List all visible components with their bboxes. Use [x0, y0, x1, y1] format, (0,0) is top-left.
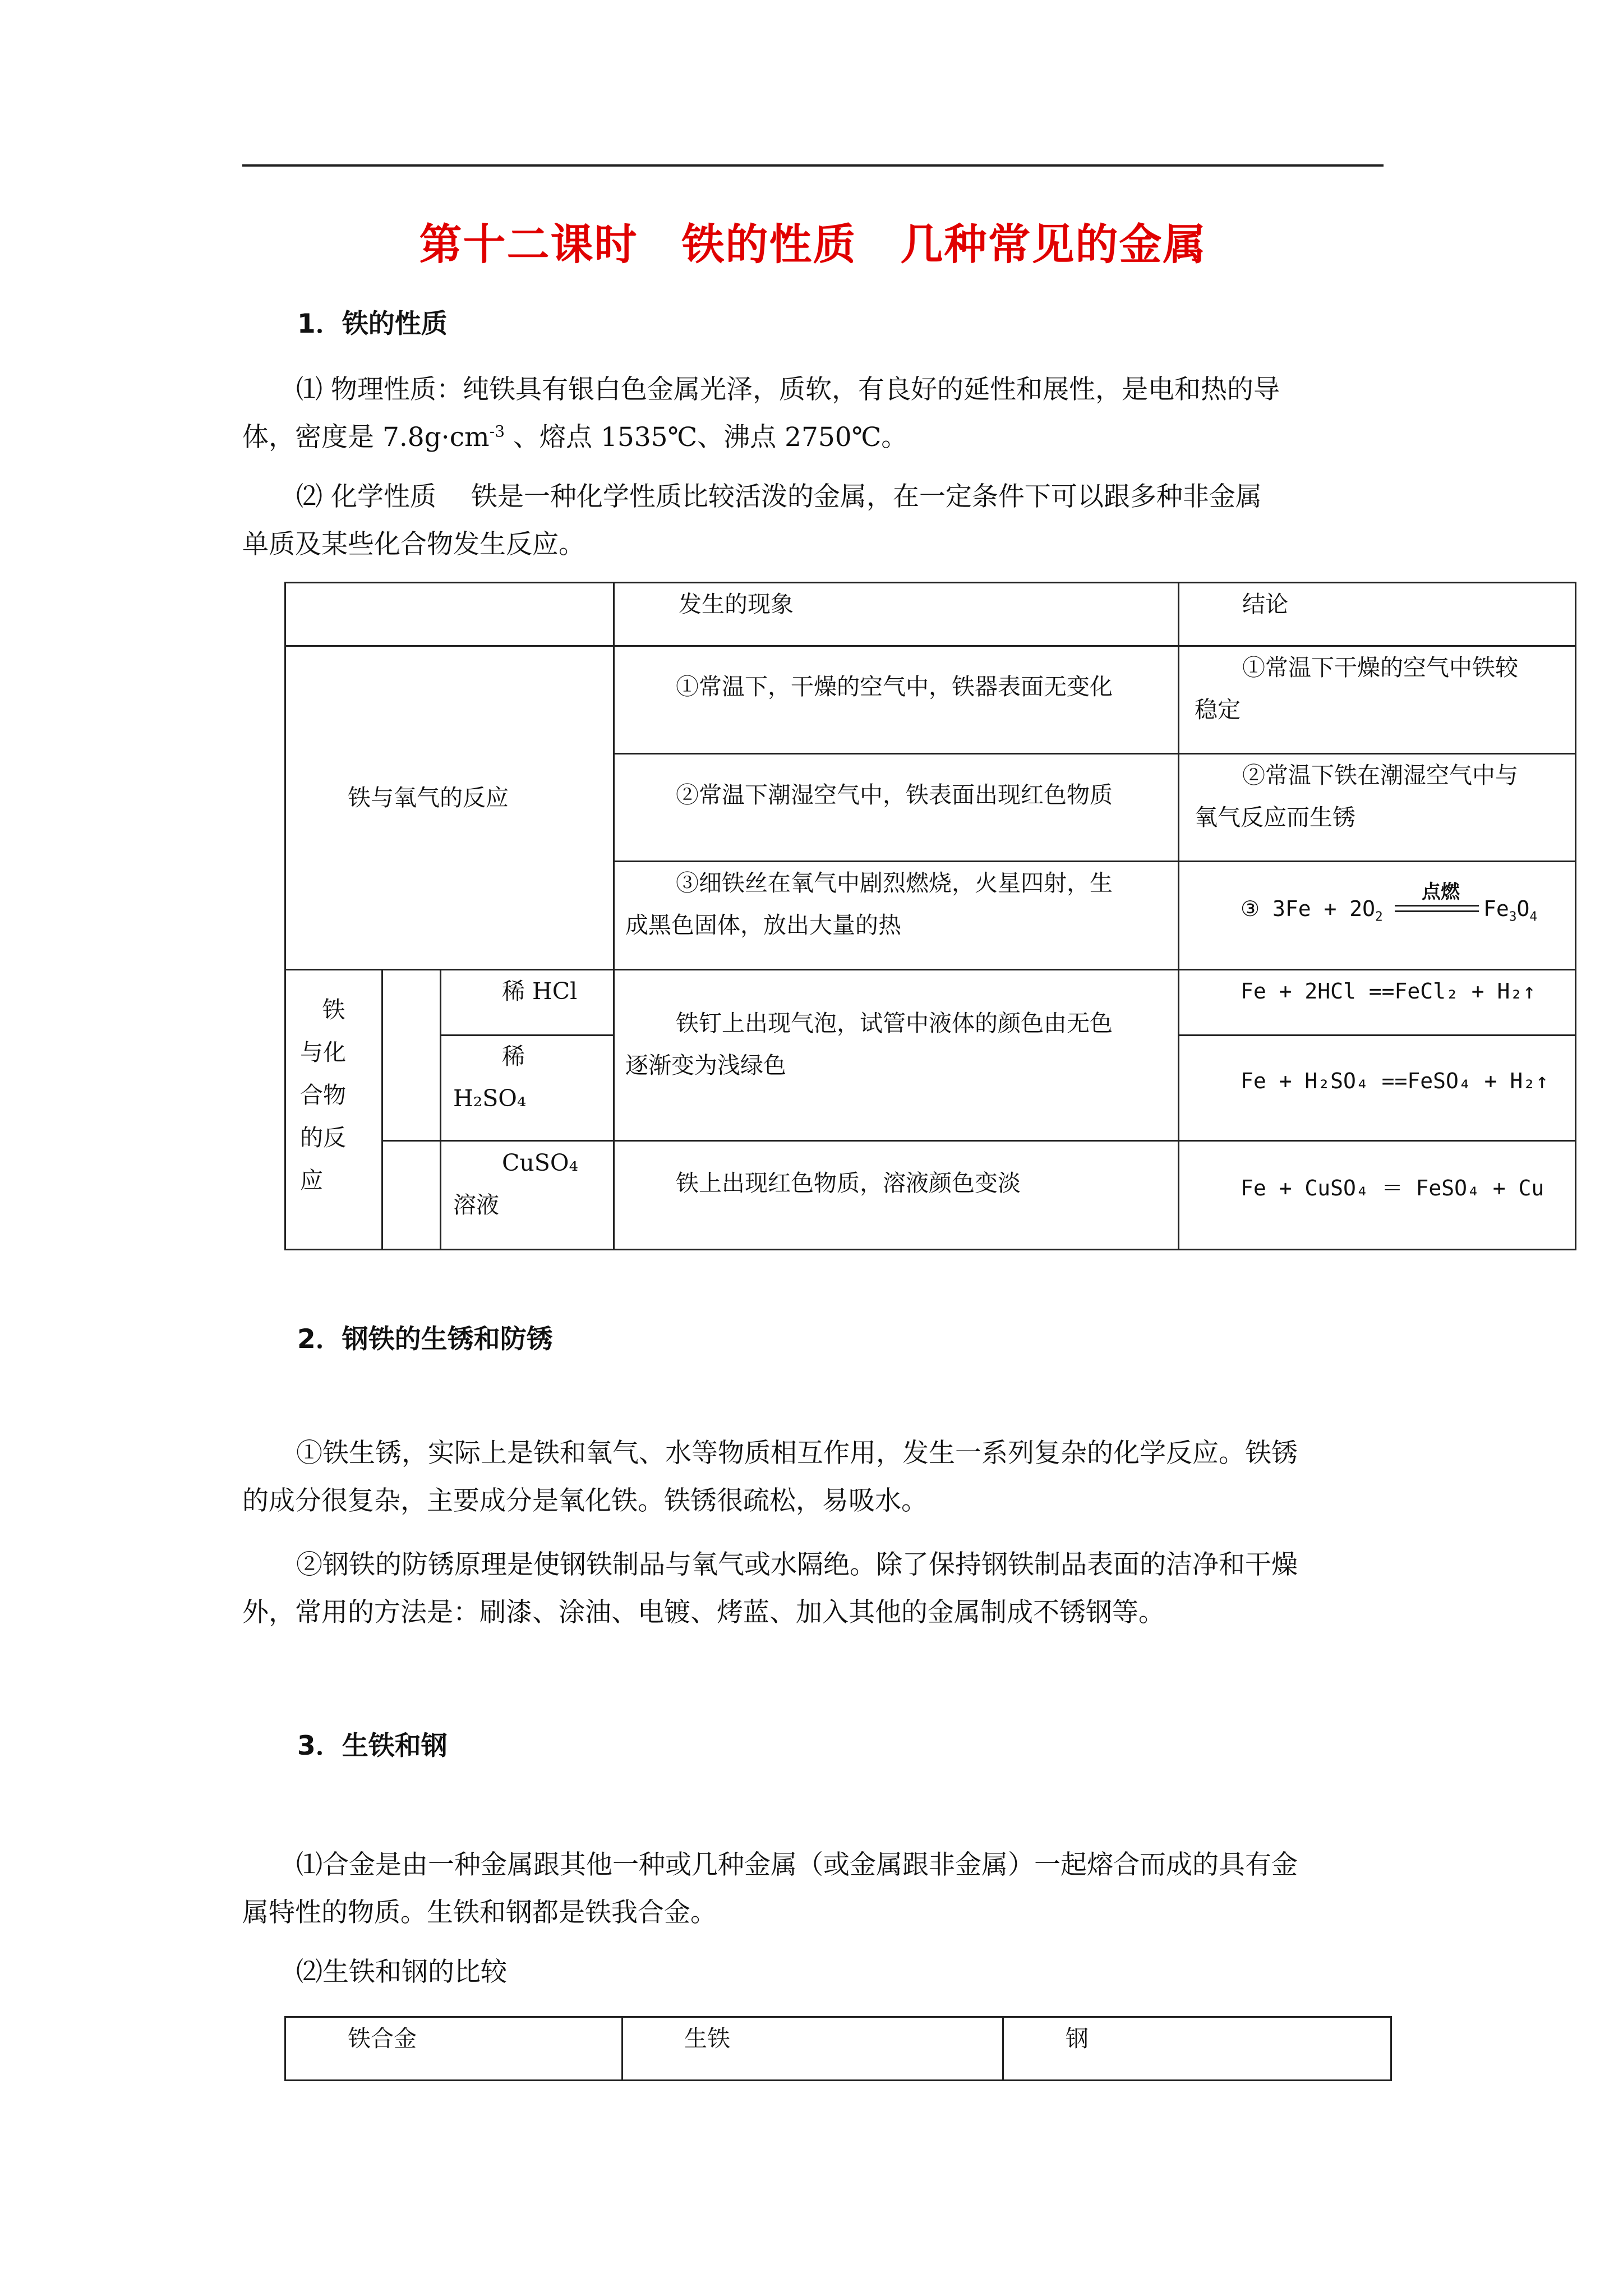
page-title: 第十二课时 铁的性质 几种常见的金属 — [419, 219, 1207, 269]
header-phenomenon: 发生的现象 — [679, 591, 794, 618]
row1-conclusion: ①常温下干燥的空气中铁较 稳定 — [1195, 654, 1518, 723]
reagent-hcl: 稀 HCl — [502, 978, 578, 1005]
section3-paragraph2: ⑵生铁和钢的比较 — [296, 1957, 507, 1987]
group-iron-compound: 铁 与化 合物 的反 应 — [300, 996, 346, 1194]
section3-heading: 3．生铁和钢 — [297, 1731, 448, 1761]
alloy-header: 铁合金 — [348, 2025, 417, 2052]
section1-heading: 1．铁的性质 — [297, 309, 448, 339]
reagent-cuso4: CuSO₄ 溶液 — [453, 1149, 578, 1218]
reaction-condition: 点燃 — [1422, 881, 1460, 903]
section1-paragraph2: ⑵ 化学性质 铁是一种化学性质比较活泼的金属，在一定条件下可以跟多种非金属 单质及某些化合物发生反应。 — [242, 481, 1262, 560]
row2-conclusion: ②常温下铁在潮湿空气中与 氧气反应而生锈 — [1195, 762, 1518, 831]
section2-paragraph2: ②钢铁的防锈原理是使钢铁制品与氧气或水隔绝。除了保持钢铁制品表面的洁净和干燥 外，常用的方法是：刷漆、涂油、电镀、烤蓝、加入其他的金属制成不锈钢等。 — [242, 1549, 1298, 1628]
acid-phenomenon: 铁钉上出现气泡，试管中液体的颜色由无色 逐渐变为浅绿色 — [625, 1010, 1113, 1079]
reagent-h2so4: 稀 H₂SO₄ — [453, 1043, 527, 1112]
row3-equation-right: $Fe_3O_4$ — [1483, 896, 1538, 924]
row2-phenomenon: ②常温下潮湿空气中，铁表面出现红色物质 — [676, 781, 1113, 808]
row3-phenomenon: ③细铁丝在氧气中剧烈燃烧，火星四射，生 成黑色固体，放出大量的热 — [625, 869, 1113, 938]
pig-iron-header: 生铁 — [684, 2025, 730, 2052]
cuso4-phenomenon: 铁上出现红色物质，溶液颜色变淡 — [676, 1170, 1021, 1197]
section1-paragraph1: ⑴ 物理性质：纯铁具有银白色金属光泽，质软，有良好的延性和展性，是电和热的导 体，密度是 $7.8g\cdot cm^{-3}$ 、熔点 1535℃、沸点 2750℃。 — [242, 374, 1280, 453]
group-iron-oxygen: 铁与氧气的反应 — [348, 784, 509, 811]
row1-phenomenon: ①常温下，干燥的空气中，铁器表面无变化 — [676, 673, 1113, 700]
h2so4-equation: Fe + H₂SO₄ ==FeSO₄ + H₂↑ — [1241, 1069, 1549, 1093]
steel-header: 钢 — [1066, 2025, 1089, 2052]
hcl-equation: Fe + 2HCl ==FeCl₂ + H₂↑ — [1241, 979, 1536, 1004]
section2-heading: 2．钢铁的生锈和防锈 — [297, 1324, 553, 1355]
cuso4-equation: Fe + CuSO₄ ＝ FeSO₄ + Cu — [1241, 1176, 1544, 1200]
header-conclusion: 结论 — [1242, 591, 1288, 618]
section2-paragraph1: ①铁生锈，实际上是铁和氧气、水等物质相互作用，发生一系列复杂的化学反应。铁锈 的成分很复杂，主要成分是氧化铁。铁锈很疏松，易吸水。 — [242, 1438, 1298, 1516]
row3-equation-left: ③ $3Fe + 2O_2$ — [1241, 896, 1383, 924]
section3-paragraph1: ⑴合金是由一种金属跟其他一种或几种金属（或金属跟非金属）一起熔合而成的具有金 属特性的物质。生铁和钢都是铁我合金。 — [242, 1849, 1298, 1928]
